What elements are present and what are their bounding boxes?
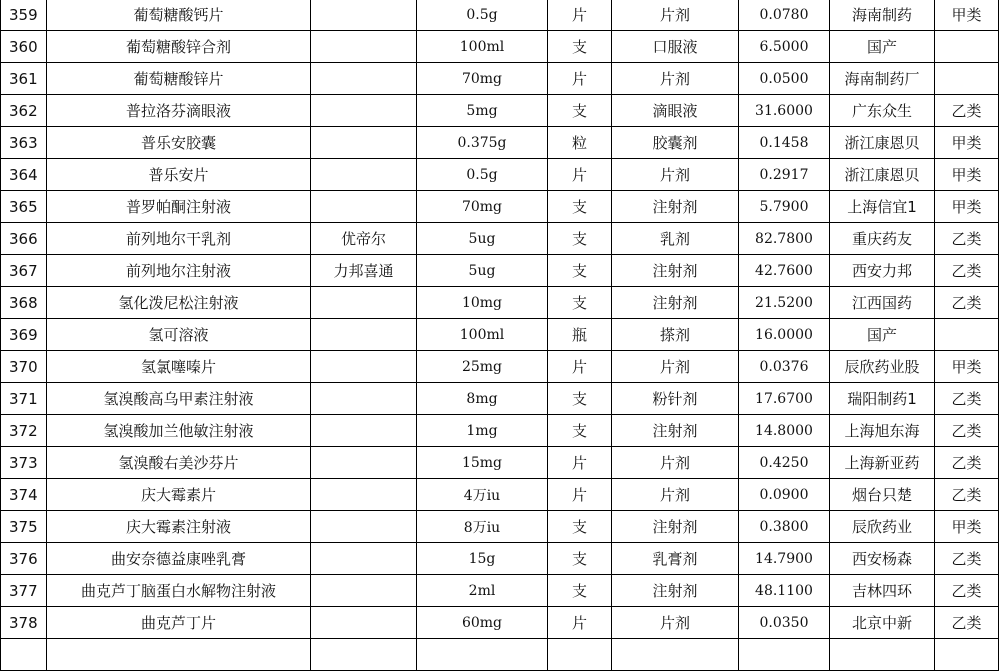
table-row (1, 479, 999, 511)
manufacturer-cell: 浙江康恩贝 (830, 159, 935, 191)
row-number-cell: 368 (1, 287, 47, 319)
specification-cell: 0.5g (417, 159, 548, 191)
insurance-category-cell: 乙类 (935, 543, 999, 575)
brand-name-cell (311, 63, 417, 95)
price-cell: 0.1458 (739, 127, 830, 159)
table-row (1, 95, 999, 127)
dosage-form-cell: 片剂 (612, 159, 739, 191)
drug-name-cell: 氢可溶液 (47, 319, 311, 351)
dosage-form-cell: 注射剂 (612, 287, 739, 319)
manufacturer-cell: 上海信宜1 (830, 191, 935, 223)
price-cell: 0.0500 (739, 63, 830, 95)
row-number-cell: 365 (1, 191, 47, 223)
unit-cell: 片 (548, 607, 612, 639)
drug-name-cell: 氢化泼尼松注射液 (47, 287, 311, 319)
dosage-form-cell: 胶囊剂 (612, 127, 739, 159)
row-number-cell: 362 (1, 95, 47, 127)
table-body (1, 0, 999, 671)
dosage-form-cell: 乳剂 (612, 223, 739, 255)
dosage-form-cell: 片剂 (612, 0, 739, 31)
unit-cell: 瓶 (548, 319, 612, 351)
manufacturer-cell: 西安力邦 (830, 255, 935, 287)
row-number-cell: 363 (1, 127, 47, 159)
table-row (1, 383, 999, 415)
price-cell: 0.0350 (739, 607, 830, 639)
row-number-cell: 371 (1, 383, 47, 415)
drug-name-cell: 葡萄糖酸锌合剂 (47, 31, 311, 63)
insurance-category-cell: 甲类 (935, 511, 999, 543)
specification-cell: 2ml (417, 575, 548, 607)
row-number-cell: 369 (1, 319, 47, 351)
specification-cell: 100ml (417, 31, 548, 63)
insurance-category-cell: 乙类 (935, 223, 999, 255)
dosage-form-cell: 注射剂 (612, 511, 739, 543)
insurance-category-cell (935, 63, 999, 95)
specification-cell: 5ug (417, 255, 548, 287)
dosage-form-cell: 搽剂 (612, 319, 739, 351)
table-row (1, 447, 999, 479)
unit-cell: 支 (548, 415, 612, 447)
brand-name-cell (311, 543, 417, 575)
insurance-category-cell: 乙类 (935, 447, 999, 479)
manufacturer-cell: 辰欣药业股 (830, 351, 935, 383)
row-number-cell: 361 (1, 63, 47, 95)
row-number-cell: 377 (1, 575, 47, 607)
unit-cell: 粒 (548, 127, 612, 159)
insurance-category-cell: 乙类 (935, 383, 999, 415)
dosage-form-cell (612, 639, 739, 671)
table-row (1, 0, 999, 31)
specification-cell: 25mg (417, 351, 548, 383)
row-number-cell: 367 (1, 255, 47, 287)
row-number-cell: 374 (1, 479, 47, 511)
drug-name-cell (47, 639, 311, 671)
drug-name-cell: 庆大霉素片 (47, 479, 311, 511)
specification-cell: 0.5g (417, 0, 548, 31)
price-cell: 17.6700 (739, 383, 830, 415)
price-cell: 42.7600 (739, 255, 830, 287)
table-row (1, 63, 999, 95)
specification-cell (417, 639, 548, 671)
drug-name-cell: 曲克芦丁脑蛋白水解物注射液 (47, 575, 311, 607)
dosage-form-cell: 注射剂 (612, 415, 739, 447)
table-row (1, 127, 999, 159)
row-number-cell: 364 (1, 159, 47, 191)
row-number-cell: 359 (1, 0, 47, 31)
specification-cell: 4万iu (417, 479, 548, 511)
table-row (1, 159, 999, 191)
price-cell: 31.6000 (739, 95, 830, 127)
table-row (1, 351, 999, 383)
dosage-form-cell: 注射剂 (612, 575, 739, 607)
unit-cell: 支 (548, 255, 612, 287)
drug-name-cell: 氢溴酸高乌甲素注射液 (47, 383, 311, 415)
manufacturer-cell: 国产 (830, 319, 935, 351)
brand-name-cell: 力邦喜通 (311, 255, 417, 287)
brand-name-cell (311, 607, 417, 639)
price-cell: 0.3800 (739, 511, 830, 543)
specification-cell: 8mg (417, 383, 548, 415)
price-cell: 0.2917 (739, 159, 830, 191)
specification-cell: 1mg (417, 415, 548, 447)
manufacturer-cell: 吉林四环 (830, 575, 935, 607)
drug-name-cell: 氢溴酸右美沙芬片 (47, 447, 311, 479)
price-cell: 0.4250 (739, 447, 830, 479)
brand-name-cell (311, 127, 417, 159)
insurance-category-cell: 乙类 (935, 575, 999, 607)
insurance-category-cell (935, 639, 999, 671)
dosage-form-cell: 片剂 (612, 479, 739, 511)
table-row (1, 543, 999, 575)
drug-name-cell: 普罗帕酮注射液 (47, 191, 311, 223)
specification-cell: 5ug (417, 223, 548, 255)
price-cell: 82.7800 (739, 223, 830, 255)
brand-name-cell (311, 415, 417, 447)
specification-cell: 100ml (417, 319, 548, 351)
price-cell: 14.8000 (739, 415, 830, 447)
specification-cell: 70mg (417, 191, 548, 223)
drug-name-cell: 庆大霉素注射液 (47, 511, 311, 543)
unit-cell: 支 (548, 543, 612, 575)
brand-name-cell (311, 31, 417, 63)
insurance-category-cell: 乙类 (935, 255, 999, 287)
unit-cell: 支 (548, 383, 612, 415)
price-cell: 48.1100 (739, 575, 830, 607)
brand-name-cell (311, 159, 417, 191)
specification-cell: 8万iu (417, 511, 548, 543)
price-cell (739, 639, 830, 671)
unit-cell: 支 (548, 223, 612, 255)
manufacturer-cell: 广东众生 (830, 95, 935, 127)
brand-name-cell (311, 575, 417, 607)
brand-name-cell (311, 351, 417, 383)
specification-cell: 60mg (417, 607, 548, 639)
insurance-category-cell: 乙类 (935, 95, 999, 127)
price-cell: 5.7900 (739, 191, 830, 223)
insurance-category-cell: 甲类 (935, 127, 999, 159)
unit-cell: 片 (548, 159, 612, 191)
row-number-cell: 373 (1, 447, 47, 479)
table-row (1, 31, 999, 63)
brand-name-cell (311, 639, 417, 671)
drug-name-cell: 前列地尔干乳剂 (47, 223, 311, 255)
row-number-cell: 366 (1, 223, 47, 255)
table-row (1, 223, 999, 255)
brand-name-cell (311, 0, 417, 31)
unit-cell: 支 (548, 31, 612, 63)
insurance-category-cell: 乙类 (935, 479, 999, 511)
table-row (1, 319, 999, 351)
brand-name-cell: 优帝尔 (311, 223, 417, 255)
unit-cell: 支 (548, 575, 612, 607)
row-number-cell: 375 (1, 511, 47, 543)
unit-cell (548, 639, 612, 671)
unit-cell: 片 (548, 479, 612, 511)
specification-cell: 0.375g (417, 127, 548, 159)
manufacturer-cell: 浙江康恩贝 (830, 127, 935, 159)
price-cell: 0.0900 (739, 479, 830, 511)
specification-cell: 10mg (417, 287, 548, 319)
drug-name-cell: 普乐安片 (47, 159, 311, 191)
manufacturer-cell: 瑞阳制药1 (830, 383, 935, 415)
table-row (1, 511, 999, 543)
drug-name-cell: 普拉洛芬滴眼液 (47, 95, 311, 127)
manufacturer-cell: 国产 (830, 31, 935, 63)
drug-name-cell: 葡萄糖酸钙片 (47, 0, 311, 31)
drug-name-cell: 曲克芦丁片 (47, 607, 311, 639)
row-number-cell: 360 (1, 31, 47, 63)
price-cell: 21.5200 (739, 287, 830, 319)
table-row (1, 255, 999, 287)
dosage-form-cell: 片剂 (612, 607, 739, 639)
table-row (1, 639, 999, 671)
drug-name-cell: 氢溴酸加兰他敏注射液 (47, 415, 311, 447)
row-number-cell: 378 (1, 607, 47, 639)
unit-cell: 片 (548, 0, 612, 31)
manufacturer-cell: 烟台只楚 (830, 479, 935, 511)
drug-name-cell: 普乐安胶囊 (47, 127, 311, 159)
brand-name-cell (311, 287, 417, 319)
brand-name-cell (311, 511, 417, 543)
row-number-cell: 372 (1, 415, 47, 447)
drug-name-cell: 葡萄糖酸锌片 (47, 63, 311, 95)
row-number-cell: 370 (1, 351, 47, 383)
unit-cell: 片 (548, 447, 612, 479)
manufacturer-cell: 上海旭东海 (830, 415, 935, 447)
dosage-form-cell: 片剂 (612, 351, 739, 383)
manufacturer-cell: 重庆药友 (830, 223, 935, 255)
insurance-category-cell: 甲类 (935, 351, 999, 383)
table-row (1, 415, 999, 447)
table-row (1, 191, 999, 223)
manufacturer-cell: 西安杨森 (830, 543, 935, 575)
dosage-form-cell: 注射剂 (612, 255, 739, 287)
manufacturer-cell: 辰欣药业 (830, 511, 935, 543)
insurance-category-cell (935, 319, 999, 351)
manufacturer-cell: 海南制药 (830, 0, 935, 31)
manufacturer-cell: 海南制药厂 (830, 63, 935, 95)
dosage-form-cell: 片剂 (612, 447, 739, 479)
drug-name-cell: 前列地尔注射液 (47, 255, 311, 287)
manufacturer-cell: 上海新亚药 (830, 447, 935, 479)
price-cell: 0.0376 (739, 351, 830, 383)
table-row (1, 607, 999, 639)
drug-name-cell: 曲安奈德益康唑乳膏 (47, 543, 311, 575)
unit-cell: 支 (548, 511, 612, 543)
dosage-form-cell: 粉针剂 (612, 383, 739, 415)
insurance-category-cell: 乙类 (935, 287, 999, 319)
price-cell: 6.5000 (739, 31, 830, 63)
brand-name-cell (311, 447, 417, 479)
insurance-category-cell (935, 31, 999, 63)
insurance-category-cell: 甲类 (935, 0, 999, 31)
manufacturer-cell (830, 639, 935, 671)
insurance-category-cell: 甲类 (935, 191, 999, 223)
brand-name-cell (311, 319, 417, 351)
price-cell: 14.7900 (739, 543, 830, 575)
row-number-cell: 376 (1, 543, 47, 575)
brand-name-cell (311, 383, 417, 415)
dosage-form-cell: 滴眼液 (612, 95, 739, 127)
specification-cell: 5mg (417, 95, 548, 127)
price-cell: 16.0000 (739, 319, 830, 351)
unit-cell: 支 (548, 287, 612, 319)
manufacturer-cell: 江西国药 (830, 287, 935, 319)
specification-cell: 15mg (417, 447, 548, 479)
specification-cell: 70mg (417, 63, 548, 95)
brand-name-cell (311, 479, 417, 511)
table-row (1, 575, 999, 607)
row-number-cell (1, 639, 47, 671)
specification-cell: 15g (417, 543, 548, 575)
dosage-form-cell: 片剂 (612, 63, 739, 95)
insurance-category-cell: 乙类 (935, 607, 999, 639)
insurance-category-cell: 乙类 (935, 415, 999, 447)
brand-name-cell (311, 191, 417, 223)
unit-cell: 片 (548, 63, 612, 95)
dosage-form-cell: 注射剂 (612, 191, 739, 223)
unit-cell: 支 (548, 191, 612, 223)
dosage-form-cell: 乳膏剂 (612, 543, 739, 575)
price-cell: 0.0780 (739, 0, 830, 31)
unit-cell: 支 (548, 95, 612, 127)
manufacturer-cell: 北京中新 (830, 607, 935, 639)
table-row (1, 287, 999, 319)
drug-name-cell: 氢氯噻嗪片 (47, 351, 311, 383)
brand-name-cell (311, 95, 417, 127)
insurance-category-cell: 甲类 (935, 159, 999, 191)
dosage-form-cell: 口服液 (612, 31, 739, 63)
unit-cell: 片 (548, 351, 612, 383)
